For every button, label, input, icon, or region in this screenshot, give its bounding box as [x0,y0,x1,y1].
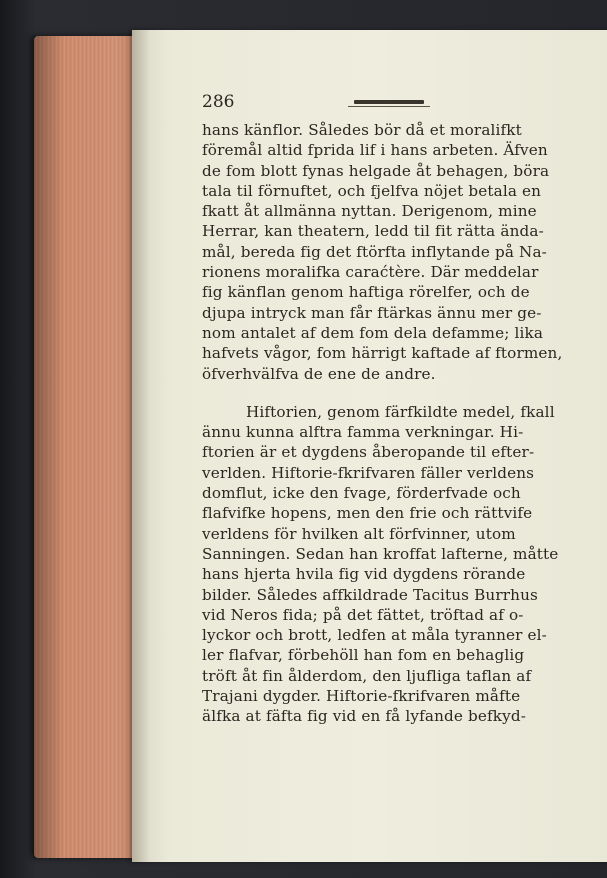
text-line: verldens för hvilken alt förfvinner, utom [202,524,516,543]
text-line: tröft åt fin ålderdom, den ljufliga taflan af [202,666,532,685]
paragraph-gap [202,384,582,402]
text-line: föremål altid fprida lif i hans arbeten. Äfven [202,141,548,160]
paragraph-2 [202,402,582,727]
text-line: älfka at fäfta fig vid en få lyfande befkyd- [202,707,527,726]
page-number: 286 [202,92,235,112]
text-line: bilder. Således affkildrade Tacitus Burrhus [202,585,538,604]
text-line: nom antalet af dem fom dela defamme; lika [202,323,544,342]
header-rule [354,100,424,104]
text-line: djupa intryck man får ftärkas ännu mer ge- [202,303,542,322]
text-line: Sanningen. Sedan han kroffat lafterne, måtte [202,544,559,563]
text-line: lyckor och brott, ledfen at måla tyranner el- [202,626,547,645]
body-text [202,120,582,727]
text-line: hans känflor. Således bör då et moralifkt [202,121,522,139]
text-line: de fom blott fynas helgade åt behagen, böra [202,161,550,180]
text-line: ler flafvar, förbehöll han fom en behaglig [202,646,525,665]
text-line: Hiftorien, genom färfkildte medel, fkall [246,402,555,421]
text-line: flafvifke hopens, men den frie och rättvife [202,504,533,523]
text-line: rionens moralifka caraćtère. Där meddelar [202,263,539,282]
text-line: öfverhvälfva de ene de andre. [202,364,436,383]
page-header [202,92,592,114]
text-line: Trajani dygder. Hiftorie-fkrifvaren måfte [202,687,521,706]
text-line: ftorien är et dygdens åberopande til efter- [202,443,535,462]
text-line: domflut, icke den fvage, förderfvade och [202,484,521,503]
text-line: tala til förnuftet, och fjelfva nöjet betala en [202,181,542,200]
text-line: hafvets vågor, fom härrigt kaftade af ftormen, [202,344,563,363]
text-line: fkatt åt allmänna nyttan. Derigenom, mine [202,202,537,221]
text-line: verlden. Hiftorie-fkrifvaren fäller verldens [202,463,535,482]
text-line: Herrar, kan theatern, ledd til fit rätta ända- [202,222,544,241]
text-line: ännu kunna alftra famma verkningar. Hi- [202,423,524,442]
text-line: fig känflan genom haftiga rörelfer, och de [202,283,530,302]
paragraph-1 [202,120,582,384]
text-line: vid Neros fida; på det fättet, tröftad af o- [202,605,524,624]
text-line: mål, bereda fig det ftörfta inflytande på Na- [202,242,547,261]
text-line: hans hjerta hvila fig vid dygdens rörande [202,565,526,584]
